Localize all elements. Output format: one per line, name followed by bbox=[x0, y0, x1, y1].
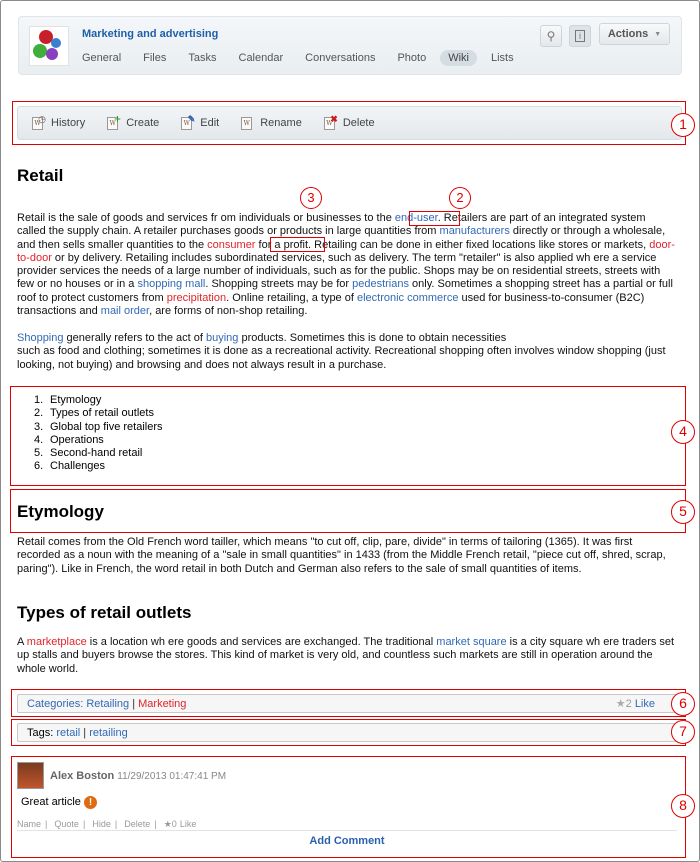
rename-icon: W bbox=[241, 117, 252, 130]
annotation-box-2 bbox=[409, 211, 460, 226]
annotation-marker: 7 bbox=[671, 720, 695, 744]
comment-actions: Name | Quote | Hide | Delete | ★0 Like bbox=[17, 819, 197, 829]
like-count: 0 bbox=[171, 819, 177, 829]
tags-bar: Tags: retail | retailing bbox=[17, 723, 682, 742]
category-link[interactable]: Marketing bbox=[138, 698, 187, 710]
text-segment: for a profit. Retailing can be done in either fixed locations like stores or markets, bbox=[255, 238, 650, 251]
edit-label: Edit bbox=[200, 117, 220, 129]
wiki-link[interactable]: shopping mall bbox=[137, 278, 206, 291]
annotation-marker: 5 bbox=[671, 500, 695, 524]
delete-label: Delete bbox=[342, 117, 375, 129]
wiki-link[interactable]: end-user bbox=[394, 212, 438, 224]
like-widget[interactable]: ★2 Like bbox=[615, 698, 655, 710]
tags-label: Tags: bbox=[27, 727, 54, 739]
toc-item[interactable]: 5. Second-hand retail bbox=[34, 447, 143, 460]
wiki-link[interactable]: marketplace bbox=[26, 636, 87, 648]
info-button[interactable] bbox=[569, 25, 591, 47]
star-icon: ★ bbox=[615, 698, 626, 710]
comment-text: Great article bbox=[21, 796, 81, 808]
delete-link[interactable]: Delete bbox=[124, 819, 151, 829]
search-button[interactable] bbox=[540, 25, 562, 47]
text-segment: products. Sometimes this is done to obtain necessities bbox=[238, 332, 507, 344]
rename-label: Rename bbox=[260, 117, 302, 129]
annotation-marker: 8 bbox=[671, 794, 695, 818]
annotation-box-4 bbox=[10, 386, 686, 486]
warning-icon: ! bbox=[84, 796, 97, 809]
info-icon: i bbox=[575, 30, 585, 42]
annotation-box-3 bbox=[270, 237, 325, 252]
name-link[interactable]: Name bbox=[17, 819, 42, 829]
categories-bar: Categories: Retailing | Marketing ★2 Like bbox=[17, 694, 682, 713]
text-segment: only. Sometimes a shopping street has a partial or full roof to protect customers from bbox=[17, 278, 673, 304]
create-icon: W + bbox=[107, 117, 118, 130]
categories-label: Categories: bbox=[27, 698, 84, 710]
wiki-link[interactable]: precipitation bbox=[166, 291, 227, 304]
text-segment: is a city square wh ere traders set up stalls and buyers browse the stores. This kind of market is very old, and countless such markets are still in operation around the whole world. bbox=[17, 636, 675, 675]
text-segment: used for business-to-consumer (B2C) transactions and bbox=[17, 291, 645, 318]
article-title: Retail bbox=[17, 166, 64, 185]
toc-item[interactable]: 6. Challenges bbox=[34, 460, 106, 473]
shopping-paragraph bbox=[17, 332, 677, 372]
edit-icon: W ✎ bbox=[181, 117, 192, 130]
annotation-box-6 bbox=[11, 689, 686, 717]
actions-button[interactable] bbox=[599, 23, 670, 45]
annotation-box-5 bbox=[10, 489, 686, 533]
category-link[interactable]: Retailing bbox=[86, 698, 130, 710]
wiki-link[interactable]: pedestrians bbox=[352, 278, 409, 291]
nav-lists[interactable]: Lists bbox=[491, 52, 514, 64]
wiki-link[interactable]: manufacturers bbox=[439, 225, 510, 238]
group-title[interactable]: Marketing and advertising bbox=[82, 28, 219, 40]
text-segment: such as food and clothing; sometimes it is done as a recreational activity. Recreational shopping often involves window shopping (just looking, not buying) and browsing and does not always result in a purchase. bbox=[17, 345, 666, 371]
annotation-marker: 6 bbox=[671, 692, 695, 716]
group-nav bbox=[82, 50, 528, 66]
text-segment: Retail comes from the Old French word tailler, which means "to cut off, clip, pare, divide" in terms of tailoring (1365). It was first recorded as a noun with the meaning of a "sale in small quantities" in 1433 (from the Middle French retail, "piece cut off, shred, scrap, paring"). Like in French, the word retail in both Dutch and German also refers to the sale of small quantities of items. bbox=[17, 536, 666, 575]
text-segment: . Retailers are part of an integrated system called the supply chain. A retailer purchases goods or products in large quantities from bbox=[17, 212, 646, 238]
group-logo bbox=[29, 26, 69, 66]
toc-item[interactable]: 3. Global top five retailers bbox=[34, 420, 163, 433]
text-segment: directly or through a wholesale, and then sells smaller quantities to the bbox=[17, 225, 666, 251]
annotation-marker: 3 bbox=[300, 187, 322, 209]
text-segment: A bbox=[17, 636, 27, 648]
wiki-link[interactable]: Shopping bbox=[17, 332, 64, 344]
create-label: Create bbox=[126, 117, 160, 129]
chevron-down-icon: ▼ bbox=[654, 30, 662, 38]
history-icon: W ◷ bbox=[32, 117, 43, 130]
types-paragraph bbox=[17, 636, 677, 676]
quote-link[interactable]: Quote bbox=[54, 819, 79, 829]
search-icon: ⚲ bbox=[546, 29, 556, 43]
annotation-marker: 2 bbox=[449, 187, 471, 209]
nav-files[interactable]: Files bbox=[143, 52, 167, 64]
actions-label: Actions bbox=[607, 28, 649, 40]
wiki-link[interactable]: mail order bbox=[100, 305, 150, 318]
add-comment-button[interactable]: Add Comment bbox=[309, 835, 385, 847]
wiki-link[interactable]: consumer bbox=[207, 238, 256, 251]
etymology-heading: Etymology bbox=[17, 502, 104, 521]
tag-link[interactable]: retailing bbox=[89, 727, 128, 739]
nav-calendar[interactable]: Calendar bbox=[238, 52, 284, 64]
wiki-link[interactable]: buying bbox=[205, 332, 239, 344]
nav-photo[interactable]: Photo bbox=[397, 52, 427, 64]
nav-tasks[interactable]: Tasks bbox=[188, 52, 217, 64]
nav-conversations[interactable]: Conversations bbox=[305, 52, 376, 64]
annotation-box-8 bbox=[11, 756, 686, 858]
etymology-paragraph bbox=[17, 536, 677, 576]
tag-link[interactable]: retail bbox=[56, 727, 81, 739]
text-segment: generally refers to the act of bbox=[63, 332, 206, 344]
toc-item[interactable]: 4. Operations bbox=[34, 433, 104, 446]
wiki-link[interactable]: electronic commerce bbox=[356, 291, 459, 304]
text-segment: Retail is the sale of goods and services fr om individuals or businesses to the bbox=[17, 212, 395, 224]
text-segment: . Shopping streets may be for bbox=[205, 278, 353, 291]
annotation-marker: 1 bbox=[671, 113, 695, 137]
annotation-box-1 bbox=[12, 101, 686, 145]
nav-general[interactable]: General bbox=[82, 52, 122, 64]
wiki-link[interactable]: door-to-door bbox=[17, 238, 675, 264]
toc-item[interactable]: 2. Types of retail outlets bbox=[34, 407, 154, 420]
hide-link[interactable]: Hide bbox=[92, 819, 111, 829]
group-header bbox=[18, 16, 682, 75]
nav-wiki[interactable]: Wiki bbox=[440, 50, 477, 66]
types-heading: Types of retail outlets bbox=[17, 603, 192, 622]
text-segment: . Online retailing, a type of bbox=[226, 291, 357, 304]
like-link[interactable]: Like bbox=[179, 819, 197, 829]
toc-item[interactable]: 1. Etymology bbox=[34, 394, 102, 406]
history-label: History bbox=[51, 117, 86, 129]
text-segment: or by delivery. Retailing includes subordinated services, such as delivery. The term "retailer" is also applied wh ere a service provider services the needs of a large number of individuals, such as for the public. Shops may be on residential streets, streets with few or no houses or in a bbox=[17, 251, 661, 291]
star-icon: ★ bbox=[163, 819, 172, 829]
comment-author[interactable]: Alex Boston bbox=[50, 770, 115, 782]
intro-paragraph bbox=[17, 212, 677, 318]
annotation-marker: 4 bbox=[671, 420, 695, 444]
wiki-link[interactable]: market square bbox=[436, 636, 507, 648]
text-segment: is a location wh ere goods and services are exchanged. The traditional bbox=[86, 636, 437, 648]
annotation-box-7 bbox=[11, 719, 686, 746]
comment-date: 11/29/2013 01:47:41 PM bbox=[117, 771, 227, 782]
delete-icon: W ✖ bbox=[324, 117, 335, 130]
text-segment: , are forms of non-shop retailing. bbox=[149, 305, 308, 318]
